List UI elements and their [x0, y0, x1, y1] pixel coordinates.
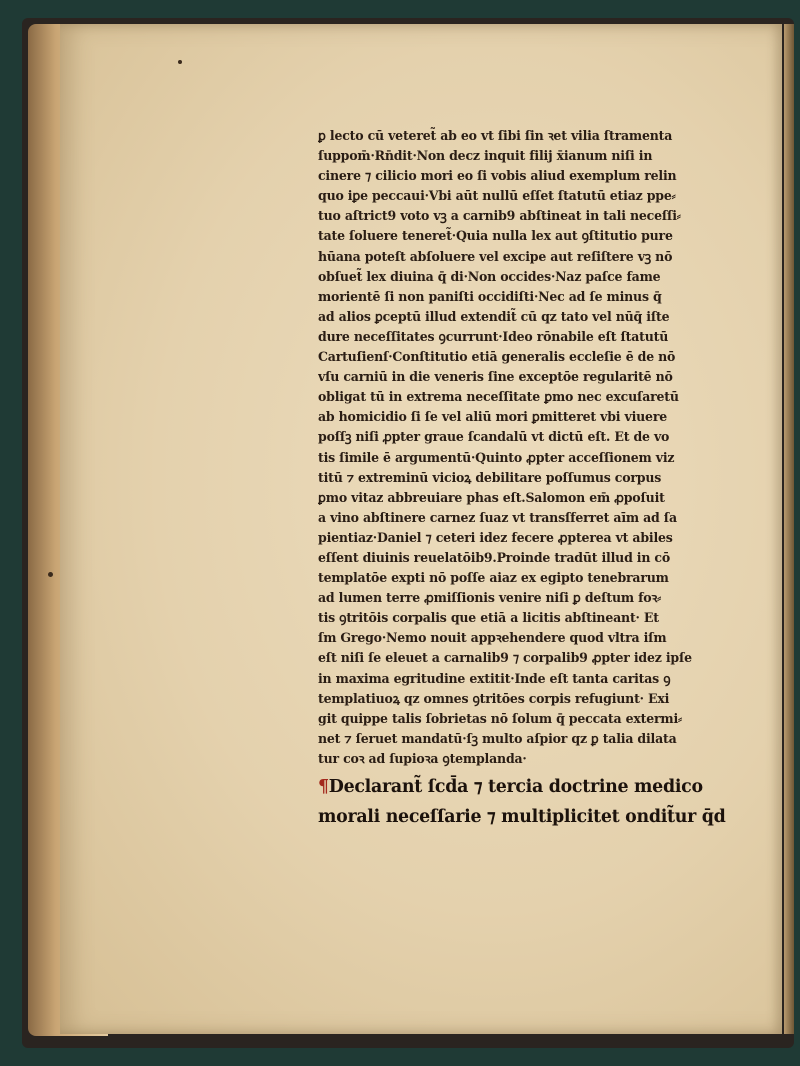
text-line: obſuet̃ lex diuina q̄ di·Non occides·Naz paſce fame: [318, 268, 661, 284]
text-line: morientē ſi non paniſti occidiſti·Nec ad ſe minus q̄: [318, 288, 662, 304]
text-line: ſm Grego·Nemo nouit appꝛehendere quod vltra iſm: [318, 630, 667, 646]
text-line: poſſꝫ niſi ꝓpter graue ſcandalū vt dictū eſt. Et de vo: [318, 429, 670, 445]
text-line: dure neceſſitates ꝯcurrunt·Ideo rōnabile eſt ſtatutū: [318, 328, 669, 344]
text-line: ꝑ lecto cū veteret̃ ab eo vt ſibi ſin ꝛet vilia ſtramenta: [318, 128, 673, 143]
text-line: git quippe talis ſobrietas nō ſolum q̄ peccata extermi⸗: [318, 710, 683, 726]
text-line: Cartuſienſ·Conſtitutio etiā generalis eccleſie ē de nō: [318, 349, 676, 365]
text-line: ſuppom̄·Rn̄dit·Non decz inquit filij x̄ianum niſi in: [318, 148, 653, 164]
text-line: eſſent diuinis reuelatōib9.Proinde tradūt illud in cō: [318, 549, 671, 565]
text-line: templatiuoꝝ qz omnes ꝯtritōes corpis refugiunt· Exi: [318, 690, 670, 706]
text-line: tate ſoluere teneret̃·Quia nulla lex aut ꝯſtitutio pure: [318, 228, 673, 244]
text-line: tur coꝛ ad ſupioꝛa ꝯtemplanda·: [318, 750, 527, 766]
text-line: ꝑmo vitaz abbreuiare phas eſt.Salomon em̄ ꝓpoſuit: [318, 489, 665, 505]
text-line: pientiaz·Daniel ⁊ ceteri idez fecere ꝓpterea vt abiles: [318, 529, 673, 545]
text-line: ab homicidio ſi ſe vel aliū mori ꝑmitteret vbi viuere: [318, 409, 668, 425]
text-line: ad lumen terre ꝓmiſſionis venire niſi ꝑ deſtum foꝛ⸗: [318, 590, 662, 606]
text-line: quo iꝑe peccaui·Vbi aūt nullū eſſet ſtatutū etiaz ppe⸗: [318, 188, 676, 204]
text-line: cinere ⁊ cilicio mori eo ſi vobis aliud exemplum relin: [318, 168, 677, 184]
text-line: templatōe expti nō poſſe aiaz ex egipto tenebrarum: [318, 570, 669, 586]
section-heading-line: ¶Declarant̃ ſcd̄a ⁊ tercia doctrine medico: [318, 777, 703, 797]
pilcrow-mark: ¶: [318, 777, 329, 797]
text-line: ad alios ꝑceptū illud extendit̃ cū qz tato vel nūq̄ iſte: [318, 308, 670, 324]
text-column: [318, 126, 750, 829]
text-line: in maxima egritudine extitit·Inde eſt tanta caritas ꝯ: [318, 670, 671, 686]
text-line: eſt niſi ſe eleuet a carnalib9 ⁊ corpalib9 ꝓpter idez ipſe: [318, 650, 692, 666]
text-line: a vino abſtinere carnez ſuaz vt transſferret aīm ad ſa: [318, 509, 677, 525]
text-line: titū ⁊ extreminū vicioꝝ debilitare poſſumus corpus: [318, 469, 662, 485]
text-line: tis ſimile ē argumentū·Quinto ꝓpter acceſſionem viz: [318, 449, 675, 465]
text-line: hūana poteſt abſoluere vel excipe aut reſiſtere vꝫ nō: [318, 248, 673, 264]
section-heading-line: morali neceſſarie ⁊ multiplicitet ondit̃ur q̄d: [318, 807, 726, 827]
text-line: tuo aſtrict9 voto vꝫ a carnib9 abſtineat in tali neceſſi⸗: [318, 208, 681, 224]
page-gutter: [784, 24, 794, 1034]
text-line: obligat tū in extrema neceſſitate ꝑmo nec excuſaretū: [318, 389, 679, 405]
text-line: net ⁊ ſeruet mandatū·ſꝫ multo aſpior qz ꝑ talia dilata: [318, 730, 677, 746]
text-line: tis ꝯtritōis corpalis que etiā a licitis abſtineant· Et: [318, 610, 659, 626]
text-line: vſu carniū in die veneris ſine exceptōe regularitē nō: [318, 369, 673, 385]
paper-speck: [48, 572, 53, 577]
paper-speck: [178, 60, 182, 64]
